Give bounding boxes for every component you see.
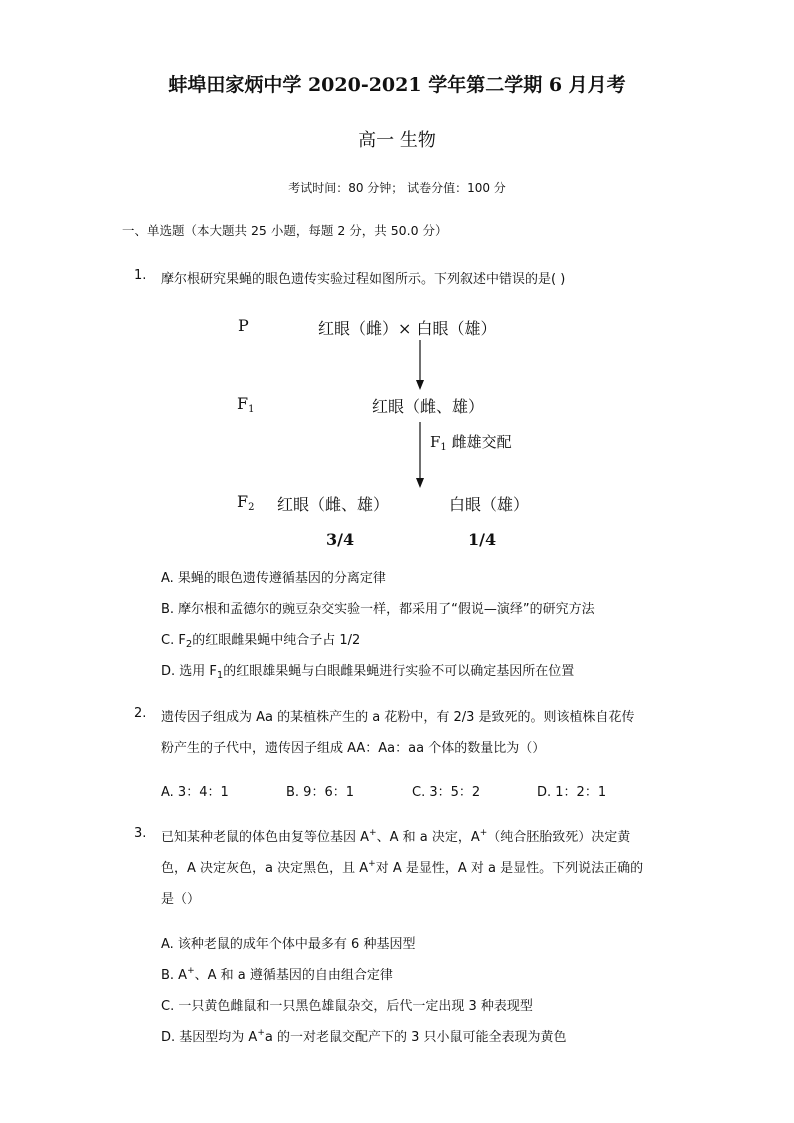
question-3-line-1: 已知某种老鼠的体色由复等位基因 A+、A 和 a 决定，A+（纯合胚胎致死）决定黄: [161, 828, 631, 845]
question-2-option-b[interactable]: B. 9：6：1: [286, 785, 354, 800]
question-3-option-a[interactable]: A. 该种老鼠的成年个体中最多有 6 种基因型: [161, 937, 416, 952]
subject-title: 高一 生物: [358, 130, 436, 151]
question-3-option-c[interactable]: C. 一只黄色雌鼠和一只黑色雄鼠杂交，后代一定出现 3 种表现型: [161, 999, 533, 1014]
question-1-option-b[interactable]: B. 摩尔根和孟德尔的豌豆杂交实验一样，都采用了“假说—演绎”的研究方法: [161, 602, 595, 617]
question-2-option-c[interactable]: C. 3：5：2: [412, 785, 481, 800]
f2-red-ratio: 3/4: [326, 530, 355, 549]
question-3-line-3: 是（）: [161, 892, 201, 907]
page-title: 蚌埠田家炳中学 2020-2021 学年第二学期 6 月月考: [168, 74, 626, 96]
question-2-line-2: 粉产生的子代中，遗传因子组成 AA：Aa：aa 个体的数量比为（）: [161, 741, 546, 756]
p-cross-text: 红眼（雌）× 白眼（雄）: [318, 319, 497, 338]
question-3-number: 3.: [134, 826, 147, 841]
arrow-down-icon: [412, 340, 428, 392]
exam-info: 考试时间：80 分钟； 试卷分值：100 分: [288, 181, 506, 195]
question-2-option-a[interactable]: A. 3：4：1: [161, 785, 229, 800]
question-3-option-b[interactable]: B. A+、A 和 a 遵循基因的自由组合定律: [161, 966, 393, 983]
question-3-option-d[interactable]: D. 基因型均为 A+a 的一对老鼠交配产下的 3 只小鼠可能全表现为黄色: [161, 1028, 567, 1045]
question-1-number: 1.: [134, 268, 147, 283]
f2-generation-label: $F_2$: [237, 492, 255, 513]
p-generation-label: P: [238, 316, 249, 335]
question-1-text: 摩尔根研究果蝇的眼色遗传实验过程如图所示。下列叙述中错误的是( ): [161, 272, 566, 287]
question-1-option-d[interactable]: D. 选用 $F_1$的红眼雄果蝇与白眼雌果蝇进行实验不可以确定基因所在位置: [161, 664, 575, 681]
f2-white-eye-text: 白眼（雄）: [449, 495, 530, 514]
section-heading: 一、单选题（本大题共 25 小题，每题 2 分，共 50.0 分）: [122, 223, 448, 238]
question-2-line-1: 遗传因子组成为 Aa 的某植株产生的 a 花粉中，有 2/3 是致死的。则该植株自花传: [161, 710, 635, 725]
arrow-down-icon: [412, 422, 428, 490]
f1-result-text: 红眼（雌、雄）: [372, 397, 485, 416]
question-2-number: 2.: [134, 706, 147, 721]
f2-red-eye-text: 红眼（雌、雄）: [277, 495, 390, 514]
question-2-option-d[interactable]: D. 1：2：1: [537, 785, 607, 800]
question-1-option-a[interactable]: A. 果蝇的眼色遗传遵循基因的分离定律: [161, 571, 386, 586]
question-1-option-c[interactable]: C. $F_2$的红眼雌果蝇中纯合子占 1/2: [161, 633, 361, 650]
f1-cross-note: $F_1$ 雌雄交配: [430, 433, 512, 453]
f1-generation-label: $F_1$: [237, 394, 255, 415]
question-3-line-2: 色，A 决定灰色，a 决定黑色，且 A+对 A 是显性，A 对 a 是显性。下列说法正确的: [161, 859, 644, 876]
f2-white-ratio: 1/4: [468, 530, 497, 549]
